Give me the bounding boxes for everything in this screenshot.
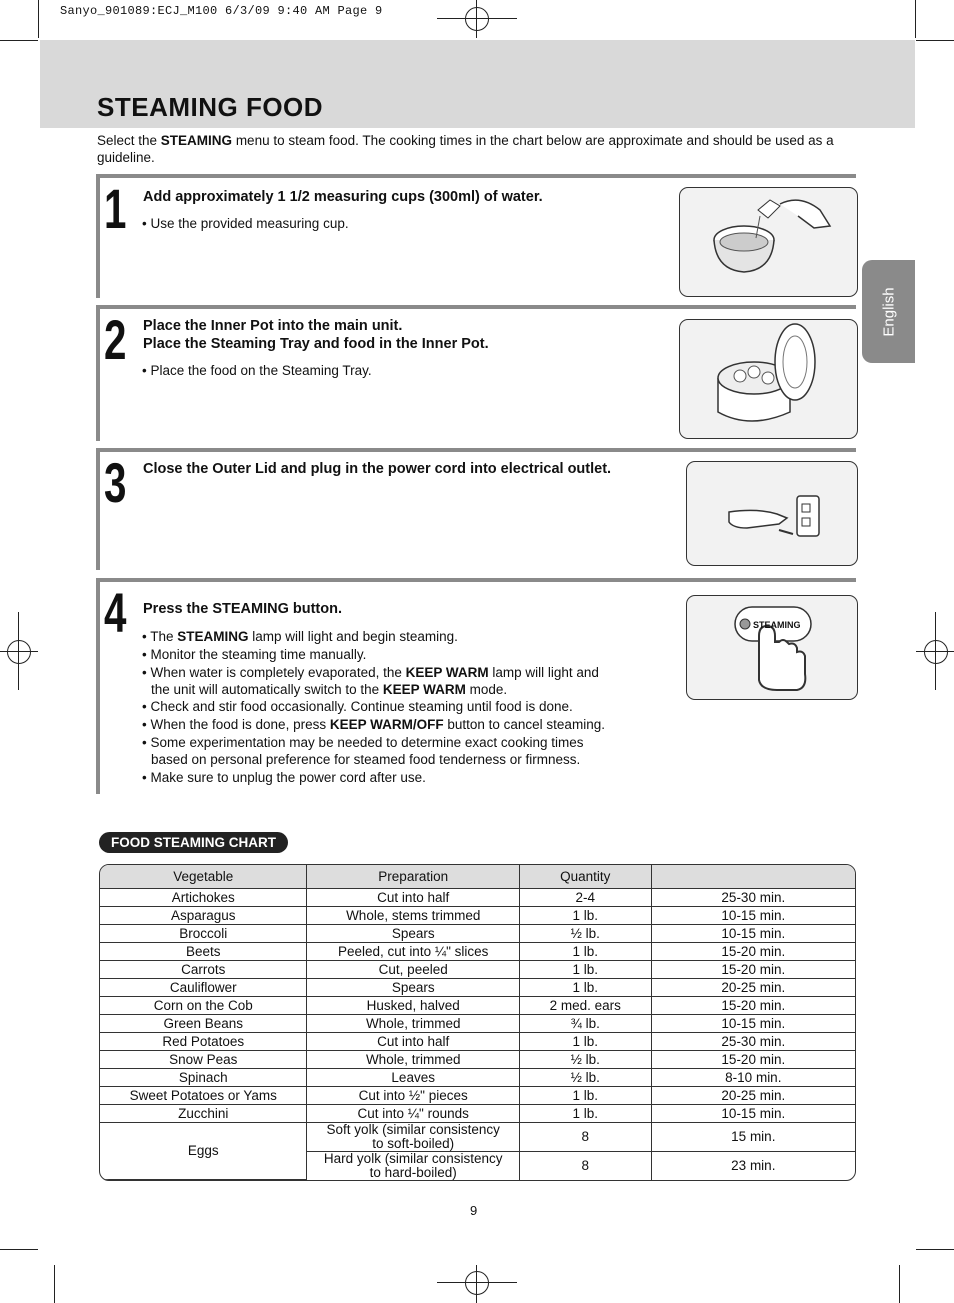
vegetable-cell: Red Potatoes bbox=[100, 1033, 307, 1051]
crop-mark bbox=[38, 0, 39, 38]
registration-mark-icon bbox=[7, 640, 31, 664]
preparation-cell: Husked, halved bbox=[307, 997, 519, 1015]
preparation-cell: Cut into ¼" rounds bbox=[307, 1105, 519, 1123]
vegetable-cell: Eggs bbox=[100, 1123, 307, 1180]
vegetable-cell: Corn on the Cob bbox=[100, 997, 307, 1015]
pour-water-into-pot-icon bbox=[679, 187, 858, 297]
table-row bbox=[100, 1051, 855, 1069]
step-bullet: • Monitor the steaming time manually. bbox=[142, 647, 367, 662]
step-bullet-continued: based on personal preference for steamed food tenderness or firmness. bbox=[151, 752, 581, 767]
step-bullet: • Some experimentation may be needed to determine exact cooking times bbox=[142, 735, 584, 750]
table-row bbox=[100, 1015, 855, 1033]
table-row bbox=[100, 997, 855, 1015]
column-header bbox=[652, 865, 855, 889]
preparation-cell: Spears bbox=[307, 979, 519, 997]
step-bullet: • The STEAMING lamp will light and begin steaming. bbox=[142, 629, 458, 644]
time-cell: 10-15 min. bbox=[652, 925, 855, 943]
rice-cooker-with-steaming-tray-icon bbox=[679, 319, 858, 439]
crop-mark bbox=[0, 40, 38, 41]
vegetable-cell: Asparagus bbox=[100, 907, 307, 925]
preparation-cell: Peeled, cut into ¼" slices bbox=[307, 943, 519, 961]
quantity-cell: 2-4 bbox=[520, 889, 652, 907]
time-cell: 15-20 min. bbox=[652, 961, 855, 979]
table-row bbox=[100, 1123, 855, 1152]
table-row bbox=[100, 1033, 855, 1051]
vegetable-cell: Sweet Potatoes or Yams bbox=[100, 1087, 307, 1105]
vegetable-cell: Zucchini bbox=[100, 1105, 307, 1123]
step-bullet: • Make sure to unplug the power cord after use. bbox=[142, 770, 426, 785]
time-cell: 10-15 min. bbox=[652, 1015, 855, 1033]
vegetable-cell: Beets bbox=[100, 943, 307, 961]
step-bullet: • When the food is done, press KEEP WARM/OFF button to cancel steaming. bbox=[142, 717, 605, 732]
step-heading-line-1: Place the Inner Pot into the main unit. bbox=[143, 318, 403, 334]
step-heading-line-2: Place the Steaming Tray and food in the Inner Pot. bbox=[143, 336, 489, 352]
vegetable-cell: Spinach bbox=[100, 1069, 307, 1087]
crop-mark bbox=[916, 1249, 954, 1250]
quantity-cell: ½ lb. bbox=[520, 1051, 652, 1069]
vegetable-cell: Cauliflower bbox=[100, 979, 307, 997]
vegetable-cell: Broccoli bbox=[100, 925, 307, 943]
preparation-cell: Cut, peeled bbox=[307, 961, 519, 979]
preparation-cell: Whole, stems trimmed bbox=[307, 907, 519, 925]
step-divider bbox=[96, 448, 856, 452]
table-row bbox=[100, 889, 855, 907]
step-sidebar bbox=[96, 305, 100, 441]
table-row bbox=[100, 1105, 855, 1123]
step-number: 4 bbox=[104, 581, 127, 644]
time-cell: 10-15 min. bbox=[652, 1105, 855, 1123]
food-steaming-chart bbox=[99, 864, 856, 1181]
step-bullet: • Use the provided measuring cup. bbox=[142, 216, 349, 231]
table-row bbox=[100, 1087, 855, 1105]
language-tab-label: English bbox=[880, 286, 897, 337]
quantity-cell: 1 lb. bbox=[520, 961, 652, 979]
preparation-cell: Hard yolk (similar consistency to hard-boiled) bbox=[307, 1152, 519, 1180]
table-row bbox=[100, 925, 855, 943]
step-bullet-continued: the unit will automatically switch to the KEEP WARM mode. bbox=[151, 682, 508, 697]
quantity-cell: 2 med. ears bbox=[520, 997, 652, 1015]
preparation-cell: Cut into ½" pieces bbox=[307, 1087, 519, 1105]
time-cell: 10-15 min. bbox=[652, 907, 855, 925]
table-header-row bbox=[100, 865, 855, 889]
preparation-cell: Cut into half bbox=[307, 889, 519, 907]
preparation-cell: Spears bbox=[307, 925, 519, 943]
vegetable-cell: Green Beans bbox=[100, 1015, 307, 1033]
step-heading: Close the Outer Lid and plug in the power cord into electrical outlet. bbox=[143, 461, 612, 477]
time-cell: 15 min. bbox=[652, 1123, 855, 1152]
page-title: STEAMING FOOD bbox=[97, 92, 324, 122]
time-cell: 20-25 min. bbox=[652, 979, 855, 997]
page-number: 9 bbox=[470, 1203, 478, 1218]
quantity-cell: 1 lb. bbox=[520, 907, 652, 925]
step-number: 1 bbox=[104, 177, 127, 240]
step-sidebar bbox=[96, 448, 100, 570]
step-number: 3 bbox=[104, 451, 127, 514]
column-header: Preparation bbox=[307, 865, 519, 889]
step-heading: Press the STEAMING button. bbox=[143, 601, 342, 617]
preparation-cell: Cut into half bbox=[307, 1033, 519, 1051]
vegetable-cell: Artichokes bbox=[100, 889, 307, 907]
quantity-cell: 8 bbox=[520, 1152, 652, 1180]
column-header: Quantity bbox=[520, 865, 652, 889]
table-row bbox=[100, 979, 855, 997]
column-header: Vegetable bbox=[100, 865, 307, 889]
time-cell: 23 min. bbox=[731, 1158, 776, 1173]
quantity-cell: 1 lb. bbox=[520, 943, 652, 961]
table-row bbox=[100, 943, 855, 961]
step-divider bbox=[96, 578, 856, 582]
preparation-cell: Leaves bbox=[307, 1069, 519, 1087]
quantity-cell: 1 lb. bbox=[520, 1087, 652, 1105]
crop-mark bbox=[54, 1265, 55, 1303]
crop-mark bbox=[916, 40, 954, 41]
registration-mark-icon bbox=[465, 1271, 489, 1295]
quantity-cell: ½ lb. bbox=[520, 1069, 652, 1087]
plug-into-outlet-icon bbox=[686, 461, 858, 566]
table-row bbox=[100, 1069, 855, 1087]
chart-label: FOOD STEAMING CHART bbox=[99, 832, 288, 853]
step-number: 2 bbox=[104, 308, 127, 371]
language-tab bbox=[862, 260, 915, 363]
printer-slug: Sanyo_901089:ECJ_M100 6/3/09 9:40 AM Page 9 bbox=[60, 4, 383, 18]
step-divider bbox=[96, 174, 856, 178]
preparation-cell: Whole, trimmed bbox=[307, 1051, 519, 1069]
table-row bbox=[100, 907, 855, 925]
time-cell: 20-25 min. bbox=[652, 1087, 855, 1105]
registration-mark-icon bbox=[924, 640, 948, 664]
quantity-cell: ¾ lb. bbox=[520, 1015, 652, 1033]
crop-mark bbox=[0, 1249, 38, 1250]
vegetable-cell: Snow Peas bbox=[100, 1051, 307, 1069]
finger-pressing-button-icon bbox=[686, 595, 858, 700]
time-cell: 25-30 min. bbox=[652, 1033, 855, 1051]
time-cell: 15-20 min. bbox=[652, 1051, 855, 1069]
step-bullet: • When water is completely evaporated, the KEEP WARM lamp will light and bbox=[142, 665, 599, 680]
step-heading: Add approximately 1 1/2 measuring cups (300ml) of water. bbox=[143, 189, 543, 205]
step-bullet: • Check and stir food occasionally. Continue steaming until food is done. bbox=[142, 699, 573, 714]
step-sidebar bbox=[96, 578, 100, 794]
registration-mark-icon bbox=[465, 7, 489, 31]
table-row bbox=[100, 961, 855, 979]
steaming-button-label: STEAMING bbox=[753, 620, 801, 630]
quantity-cell: 1 lb. bbox=[520, 1105, 652, 1123]
crop-mark bbox=[899, 1265, 900, 1303]
time-cell: 25-30 min. bbox=[652, 889, 855, 907]
quantity-cell: 1 lb. bbox=[520, 1033, 652, 1051]
preparation-cell: Soft yolk (similar consistency to soft-boiled) bbox=[307, 1123, 519, 1152]
step-bullet: • Place the food on the Steaming Tray. bbox=[142, 363, 372, 378]
vegetable-cell: Carrots bbox=[100, 961, 307, 979]
preparation-cell: Whole, trimmed bbox=[307, 1015, 519, 1033]
step-divider bbox=[96, 305, 856, 309]
time-cell: 15-20 min. bbox=[652, 943, 855, 961]
time-cell: 8-10 min. bbox=[652, 1069, 855, 1087]
quantity-cell: 1 lb. bbox=[520, 979, 652, 997]
quantity-cell: 8 bbox=[520, 1123, 652, 1152]
intro-text: Select the STEAMING menu to steam food. The cooking times in the chart below are approximate and should be used as a guideline. bbox=[97, 133, 834, 165]
crop-mark bbox=[915, 0, 916, 38]
time-cell: 15-20 min. bbox=[652, 997, 855, 1015]
quantity-cell: ½ lb. bbox=[520, 925, 652, 943]
step-sidebar bbox=[96, 174, 100, 298]
